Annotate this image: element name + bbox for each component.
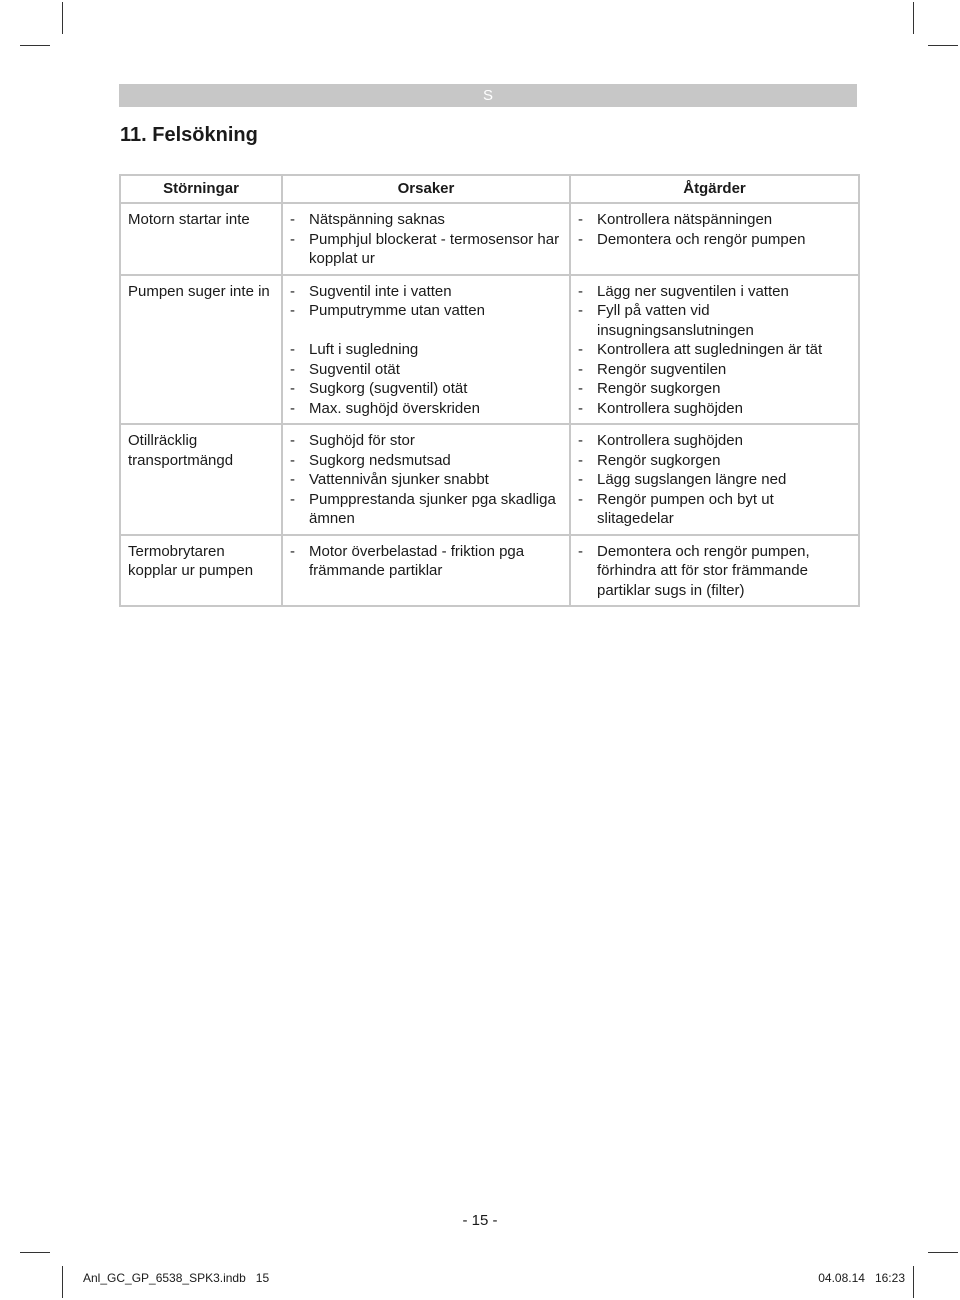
action-item: - Lägg ner sugventilen i vatten xyxy=(578,282,852,302)
causes-cell xyxy=(282,275,570,425)
fault-cell: Motorn startar inte xyxy=(120,203,282,275)
action-item: - Rengör sugkorgen xyxy=(578,451,852,471)
crop-mark xyxy=(913,2,914,34)
action-item: - Demontera och rengör pumpen xyxy=(578,230,852,250)
causes-cell xyxy=(282,535,570,607)
table-row xyxy=(120,424,859,535)
language-bar xyxy=(119,84,857,107)
cause-item: - Max. sughöjd överskriden xyxy=(290,399,563,419)
fault-cell: Termobrytaren kopplar ur pumpen xyxy=(120,535,282,607)
actions-cell xyxy=(570,424,859,535)
table-header-row xyxy=(120,175,859,203)
actions-cell xyxy=(570,275,859,425)
action-item: - Kontrollera att sugledningen är tät xyxy=(578,340,852,360)
table-row xyxy=(120,275,859,425)
causes-cell xyxy=(282,424,570,535)
action-item: - Rengör pumpen och byt ut slitagedelar xyxy=(578,490,852,529)
table-row xyxy=(120,535,859,607)
crop-mark xyxy=(62,1266,63,1298)
action-item: - Rengör sugkorgen xyxy=(578,379,852,399)
cause-item: - Sughöjd för stor xyxy=(290,431,563,451)
cause-item: - Sugventil inte i vatten xyxy=(290,282,563,302)
action-item: - Kontrollera sughöjden xyxy=(578,399,852,419)
column-header-actions: Åtgärder xyxy=(570,175,859,203)
troubleshooting-table xyxy=(119,174,860,607)
print-date-time: 04.08.14 16:23 xyxy=(818,1271,905,1285)
cause-item: - Pumputrymme utan vatten xyxy=(290,301,563,321)
language-code: S xyxy=(482,87,493,104)
column-header-causes: Orsaker xyxy=(282,175,570,203)
crop-mark xyxy=(928,1252,958,1253)
page-number: - 15 - xyxy=(462,1212,498,1229)
column-header-faults: Störningar xyxy=(120,175,282,203)
cause-item: - Pumphjul blockerat - termosensor har kopplat ur xyxy=(290,230,563,269)
action-item: - Rengör sugventilen xyxy=(578,360,852,380)
print-file-name: Anl_GC_GP_6538_SPK3.indb 15 xyxy=(83,1271,270,1285)
cause-item: - Pumpprestanda sjunker pga skadliga ämnen xyxy=(290,490,563,529)
cause-item: - Luft i sugledning xyxy=(290,340,563,360)
crop-mark xyxy=(20,45,50,46)
cause-item: - Sugkorg (sugventil) otät xyxy=(290,379,563,399)
cause-item: - Vattennivån sjunker snabbt xyxy=(290,470,563,490)
actions-cell xyxy=(570,203,859,275)
causes-cell xyxy=(282,203,570,275)
section-title: 11. Felsökning xyxy=(120,124,258,146)
cause-item: - Sugkorg nedsmutsad xyxy=(290,451,563,471)
cause-item: - Sugventil otät xyxy=(290,360,563,380)
actions-cell xyxy=(570,535,859,607)
action-item: - Lägg sugslangen längre ned xyxy=(578,470,852,490)
fault-cell: Otillräcklig transportmängd xyxy=(120,424,282,535)
action-item: - Demontera och rengör pumpen, förhindra att för stor främmande partiklar sugs in (filter) xyxy=(578,542,852,601)
cause-item: - Nätspänning saknas xyxy=(290,210,563,230)
crop-mark xyxy=(20,1252,50,1253)
cause-item: - Motor överbelastad - friktion pga främmande partiklar xyxy=(290,542,563,581)
action-item: - Kontrollera nätspänningen xyxy=(578,210,852,230)
action-item: - Fyll på vatten vid insugningsanslutningen xyxy=(578,301,852,340)
fault-cell: Pumpen suger inte in xyxy=(120,275,282,425)
crop-mark xyxy=(928,45,958,46)
action-item: - Kontrollera sughöjden xyxy=(578,431,852,451)
crop-mark xyxy=(62,2,63,34)
table-row xyxy=(120,203,859,275)
crop-mark xyxy=(913,1266,914,1298)
